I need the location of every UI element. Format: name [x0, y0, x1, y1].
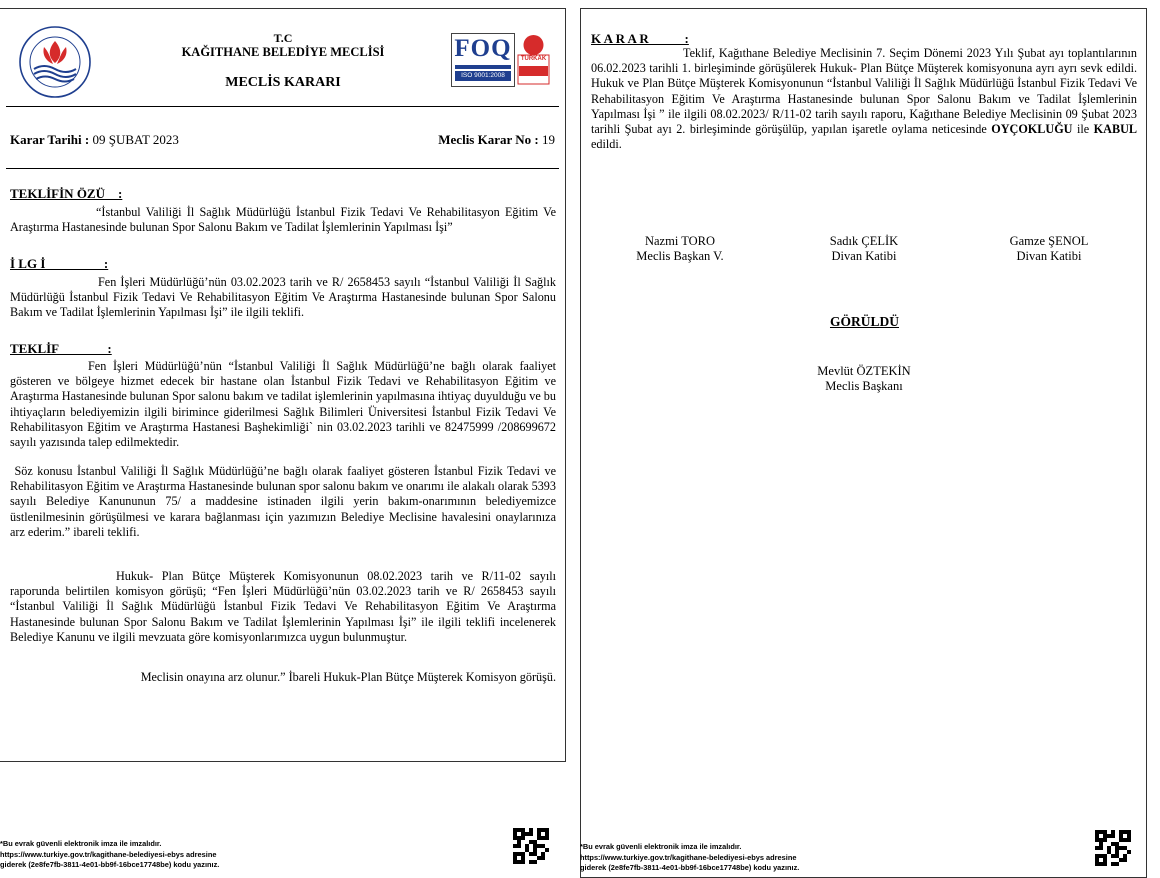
page-title: MECLİS KARARI [225, 75, 341, 90]
qr-code-icon [513, 828, 549, 864]
turkak-text: TÜRKAK [520, 56, 547, 62]
teklif-paragraph-1: Fen İşleri Müdürlüğü’nün “İstanbul Valiliği İl Sağlık Müdürlüğü’ne bağlı olarak faaliyet gösteren ve bölgeye hizmet edecek bir hastane olan İstanbul Fizik Tedavi ve Rehabilitasyon Eğitim ve Araştırma Hastanesinde bulunan Spor salonu bakım ve tadilat işlemlerinin yapılmasına ihtiyaç duyulduğu ve bu ihtiyaçların belediyemizin ilgili birimince giderilmesi Sağlık Bilimleri Üniversitesi İstanbul Fizik Tedavi Ve Rehabilitasyon Eğitim ve Araştırma Hastanesi Başhekimliği` nin 03.02.2023 tarihli ve 82475999 /208699672 sayılı yazısında talep edilmektedir. [10, 359, 556, 450]
decision-page-right [580, 8, 1147, 878]
teklifin-ozu-text: “İstanbul Valiliği İl Sağlık Müdürlüğü İstanbul Fizik Tedavi Ve Rehabilitasyon Eğitim Ve Araştırma Hastanesinde bulunan Spor Salonu Bakım ve Tadilat İşlemlerinin Yapılması İşi” [10, 205, 556, 235]
karar-heading: K A R A R : [591, 31, 689, 46]
goruldu-label: GÖRÜLDÜ [829, 314, 899, 329]
footer-right: *Bu evrak güvenli elektronik imza ile imzalıdır. https://www.turkiye.gov.tr/kagithane-belediyesi-ebys adresine giderek (2e8fe7fb-3811-4e01-bb9f-16bce17748be) kodu yazınız. [580, 842, 800, 872]
decision-date: Karar Tarihi : 09 ŞUBAT 2023 [10, 132, 179, 147]
foq-text: FOQ [454, 35, 512, 62]
iso-text: ISO 9001:2008 [455, 71, 511, 81]
tc-label: T.C [273, 31, 293, 45]
decision-page-left [0, 8, 566, 762]
decision-result: KABUL [1093, 122, 1137, 137]
signature-chair: Nazmi TORO Meclis Başkan V. [636, 234, 724, 263]
institution-name: KAĞITHANE BELEDİYE MECLİSİ [181, 45, 385, 59]
ilgi-text: Fen İşleri Müdürlüğü’nün 03.02.2023 tarih ve R/ 2658453 sayılı “İstanbul Valiliği İl Sağlık Müdürlüğü İstanbul Fizik Tedavi Ve Rehabilitasyon Eğitim Ve Araştırma Hastanesinde bulunan Spor Salonu Bakım ve Tadilat İşlemlerinin Yapılması İşi” ile ilgili teklifi. [10, 275, 556, 320]
header-divider [6, 106, 559, 107]
signature-secretary-2: Gamze ŞENOL Divan Katibi [1009, 234, 1089, 263]
teklif-paragraph-3: Hukuk- Plan Bütçe Müşterek Komisyonunun 08.02.2023 tarih ve R/11-02 sayılı raporunda belirtilen komisyon görüşü; “Fen İşleri Müdürlüğü’nün 03.02.2023 tarih ve R/ 2658453 sayılı “İstanbul Valiliği İl Sağlık Müdürlüğü İstanbul Fizik Tedavi Ve Rehabilitasyon Eğitim Ve Araştırma Hastanesinde bulunan Spor Salonu Bakım ve Tadilat İşlemlerinin Yapılması İşi” ile ilgili teklifi incelenerek Belediye Kanunu ve ilgili mevzuata göre komisyonlarımızca uygun bulunmuştur. [10, 569, 556, 644]
vote-result: OYÇOKLUĞU [991, 122, 1073, 137]
signature-secretary-1: Sadık ÇELİK Divan Katibi [829, 234, 899, 263]
foq-badge [451, 33, 515, 87]
teklif-paragraph-2: Söz konusu İstanbul Valiliği İl Sağlık Müdürlüğü’ne bağlı olarak faaliyet gösteren İstanbul Fizik Tedavi ve Rehabilitasyon Eğitim ve Araştırma Hastanesinde bulunan spor salonu bakım ve onarımı ile alakalı olarak 5393 sayılı Belediye Kanununun 75/ a maddesine istinaden ilgili yerin bakım-onarımının belediyemizce üstlenilmesinin görüşülmesi ve karara bağlanması için yazımızın Belediye Meclisine havalesini onaylarınıza arz ederim.” ibareli teklifi. [10, 464, 560, 539]
meta-divider [6, 168, 559, 169]
qr-code-icon-right [1095, 830, 1131, 866]
teklif-paragraph-4: Meclisin onayına arz olunur.” İbareli Hukuk-Plan Bütçe Müşterek Komisyon görüşü. [140, 670, 556, 684]
signature-president: Mevlüt ÖZTEKİN Meclis Başkanı [817, 364, 911, 393]
teklif-heading: TEKLİF : [10, 341, 112, 356]
karar-text: Teklif, Kağıthane Belediye Meclisinin 7. Seçim Dönemi 2023 Yılı Şubat ayı toplantılarının 06.02.2023 tarihli 1. birleşiminde görüşülerek Hukuk- Plan Bütçe Müşterek komisyonuna ayrı ayrı sevk edildi. Hukuk ve Plan Bütçe Müşterek Komisyonunun “İstanbul Valiliği İl Sağlık Müdürlüğü İstanbul Fizik Tedavi Ve Rehabilitasyon Eğitim Ve Araştırma Hastanesinde bulunan Spor Salonu Bakım ve Tadilat İşlemlerinin Yapılması İşi ” ile ilgili 08.02.2023/ R/11-02 tarih sayılı raporu, Kağıthane Belediye Meclisinin 09 Şubat 2023 tarihli Şubat ayı 2. birleşiminde görüşülüp, yapılan işaretle oylama neticesinde OYÇOKLUĞU ile KABUL edildi. [591, 46, 1137, 152]
footer-left: *Bu evrak güvenli elektronik imza ile imzalıdır. https://www.turkiye.gov.tr/kagithane-belediyesi-ebys adresine giderek (2e8fe7fb-3811-4e01-bb9f-16bce17748be) kodu yazınız. [0, 839, 220, 869]
turkak-badge [517, 33, 550, 85]
ilgi-heading: İ LG İ : [10, 256, 109, 271]
decision-number: Meclis Karar No : 19 [438, 132, 555, 147]
teklifin-ozu-heading: TEKLİFİN ÖZÜ : [10, 186, 123, 201]
